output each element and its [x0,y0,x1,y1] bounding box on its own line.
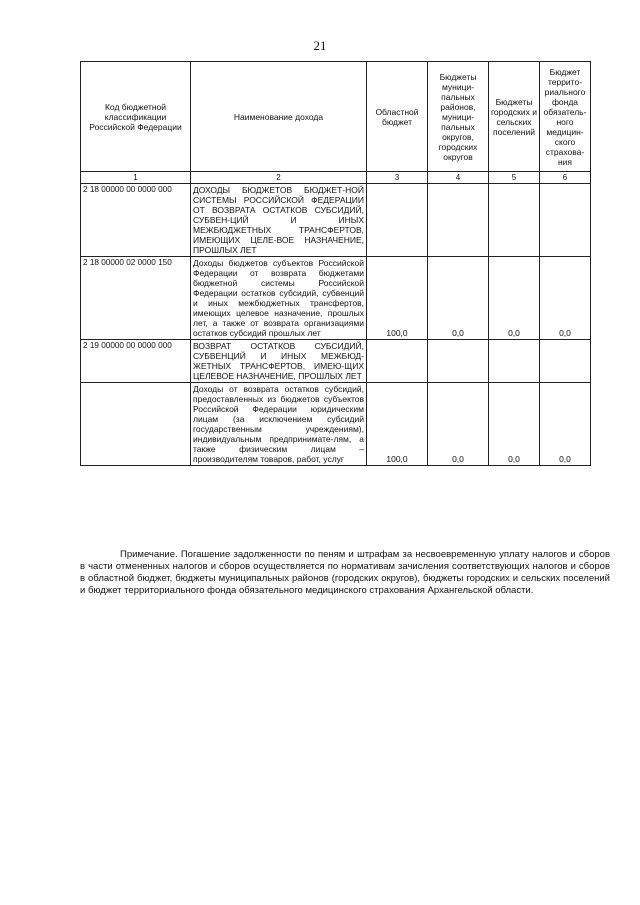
row-code: 2 18 00000 02 0000 150 [81,257,191,340]
row-code: 2 18 00000 00 0000 000 [81,184,191,257]
row-code: 2 19 00000 00 0000 000 [81,340,191,383]
column-number: 4 [428,172,489,184]
header-insurance-fund: Бюджет террито-риального фонда обязатель-ного медицин-ского страхова-ния [540,62,591,172]
row-name: Доходы бюджетов субъектов Российской Федерации от возврата бюджетами бюджетной системы Российской Федерации остатков субсидий, субвенций и иных межбюджетных трансфертов, имеющих целевое назначение, прошлых лет, а также от возврата организациями остатков субсидий прошлых лет [191,257,367,340]
page-number: 21 [313,38,327,53]
table-row [81,383,591,466]
column-number: 3 [367,172,428,184]
row-value-settlement: 0,0 [489,383,540,466]
column-number: 5 [489,172,540,184]
revenue-table [80,61,591,466]
row-value-municipal: 0,0 [428,383,489,466]
header-settlement-budgets: Бюджеты городских и сельских поселений [489,62,540,172]
header-municipal-budgets: Бюджеты муници-пальных районов, муници-пальных округов, городских округов [428,62,489,172]
header-code: Код бюджетной классификации Российской Федерации [81,62,191,172]
column-number: 2 [191,172,367,184]
row-value-fund: 0,0 [540,383,591,466]
row-name: ДОХОДЫ БЮДЖЕТОВ БЮДЖЕТ-НОЙ СИСТЕМЫ РОССИЙСКОЙ ФЕДЕРАЦИИ ОТ ВОЗВРАТА ОСТАТКОВ СУБСИДИЙ, СУБВЕН-ЦИЙ И ИНЫХ МЕЖБЮДЖЕТНЫХ ТРАНСФЕРТОВ, ИМЕЮЩИХ ЦЕЛЕ-ВОЕ НАЗНАЧЕНИЕ, ПРОШЛЫХ ЛЕТ [191,184,367,257]
row-name: ВОЗВРАТ ОСТАТКОВ СУБСИДИЙ, СУБВЕНЦИЙ И ИНЫХ МЕЖБЮД-ЖЕТНЫХ ТРАНСФЕРТОВ, ИМЕЮ-ЩИХ ЦЕЛЕВОЕ НАЗНАЧЕНИЕ, ПРОШЛЫХ ЛЕТ [191,340,367,383]
row-value-municipal: 0,0 [428,257,489,340]
row-value-municipal [428,184,489,257]
row-value-settlement [489,340,540,383]
row-value-settlement: 0,0 [489,257,540,340]
row-value-regional: 100,0 [367,383,428,466]
row-value-fund: 0,0 [540,257,591,340]
row-code [81,383,191,466]
table-row [81,257,591,340]
row-value-regional: 100,0 [367,257,428,340]
table-row [81,340,591,383]
footnote: Примечание. Погашение задолженности по пеням и штрафам за несвоевременную уплату налогов и сборов в части отмененных налогов и сборов осуществляется по нормативам зачисления соответствующих налогов и сборов в областной бюджет, бюджеты муниципальных районов (городских округов), бюджеты городских и сельских поселений и бюджет территориального фонда обязательного медицинского страхования Архангельской области. [80,549,610,596]
row-value-settlement [489,184,540,257]
row-value-regional [367,184,428,257]
column-number: 1 [81,172,191,184]
header-row [81,62,591,172]
header-regional-budget: Областной бюджет [367,62,428,172]
row-value-municipal [428,340,489,383]
row-name: Доходы от возврата остатков субсидий, предоставленных из бюджетов субъектов Российской Федерации юридическим лицам (за исключением субсидий государственным учреждениям), индивидуальным предпринимате-лям, а также физическим лицам – производителям товаров, работ, услуг [191,383,367,466]
column-number-row [81,172,591,184]
row-value-fund [540,184,591,257]
row-value-regional [367,340,428,383]
header-name: Наименование дохода [191,62,367,172]
column-number: 6 [540,172,591,184]
row-value-fund [540,340,591,383]
table-row [81,184,591,257]
